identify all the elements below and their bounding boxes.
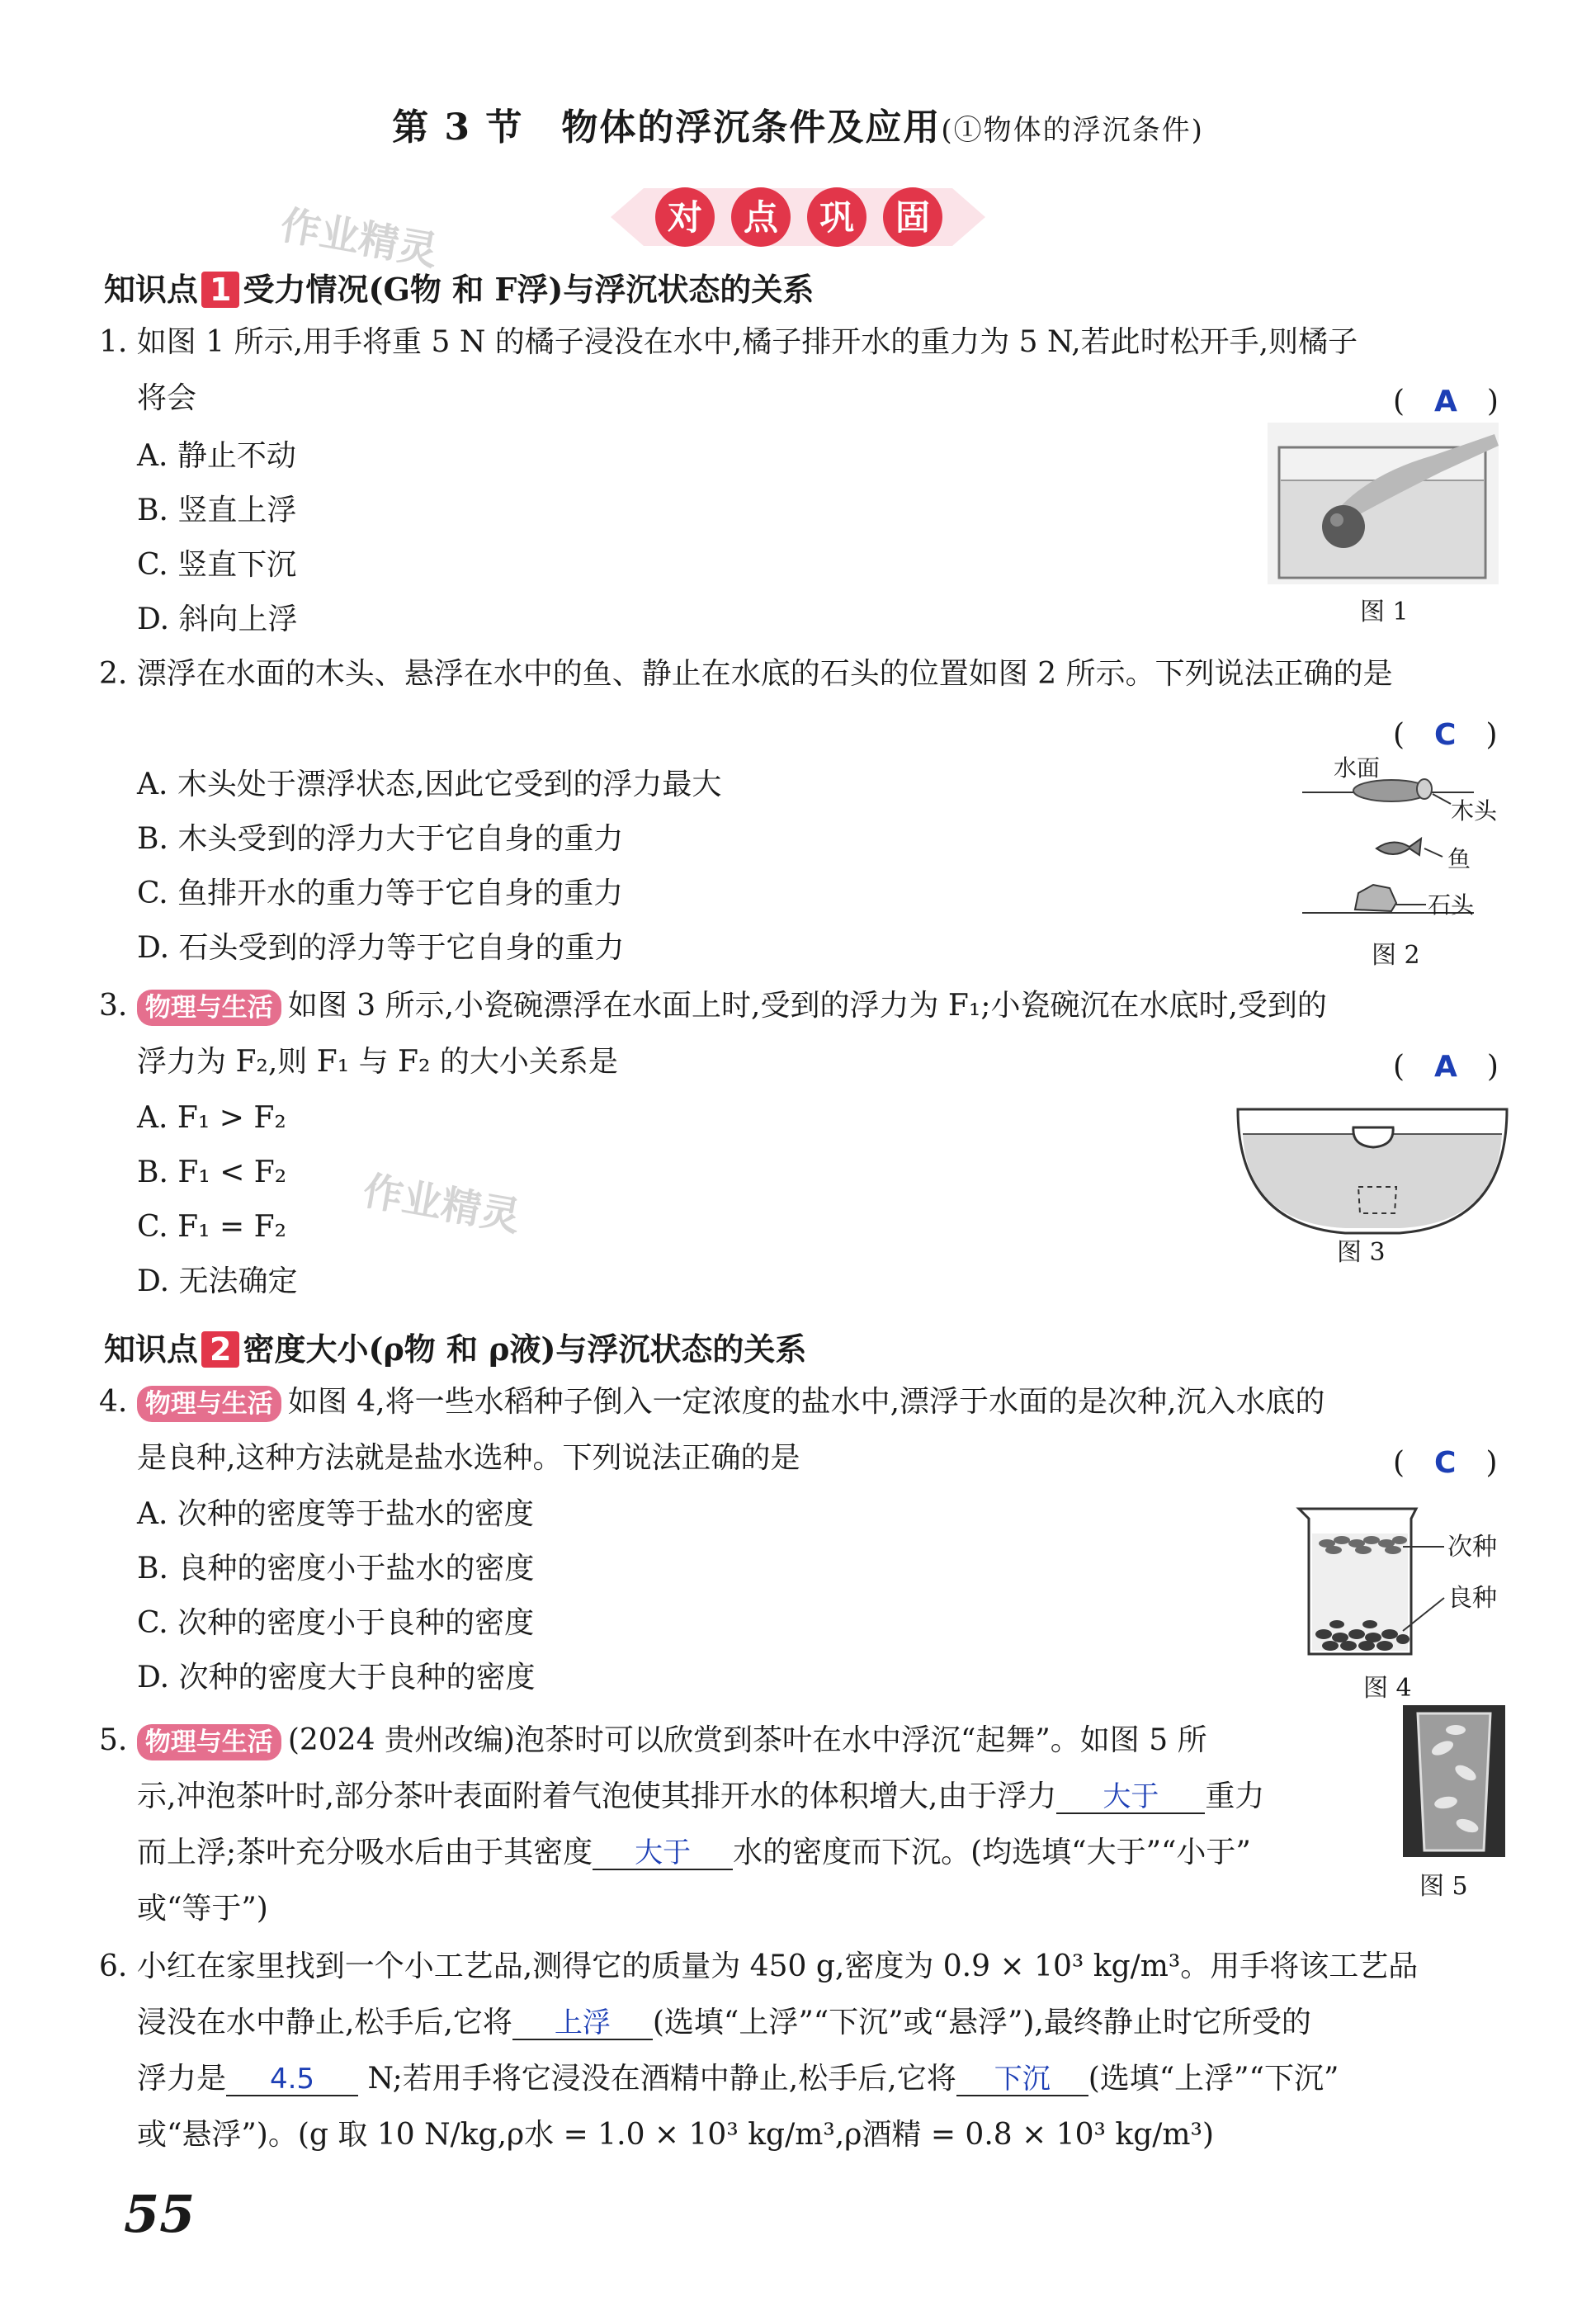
figure-5-tea-glass (1403, 1705, 1505, 1857)
q4-answer: C (1434, 1446, 1457, 1480)
q3-option-c: C. F₁ = F₂ (137, 1210, 287, 1244)
q6-blank-1: 上浮 (512, 2008, 653, 2040)
q1-option-b: B. 竖直上浮 (137, 494, 297, 527)
figure-2-water-objects (1301, 743, 1507, 934)
q6-line2: 浸没在水中静止,松手后,它将 上浮 (选填“上浮”“下沉”或“悬浮”),最终静止时它所受的 (137, 2006, 1311, 2039)
figure-5-caption: 图 5 (1419, 1872, 1468, 1901)
q3-option-b: B. F₁ < F₂ (137, 1156, 287, 1189)
q4-answer-bracket: ( C ) (1393, 1446, 1498, 1480)
tag-physics-life: 物理与生活 (137, 1386, 281, 1422)
q5-line1: 5. 物理与生活 (2024 贵州改编)泡茶时可以欣赏到茶叶在水中浮沉“起舞”。如图 5 所 (99, 1722, 1207, 1760)
fish (1376, 839, 1421, 855)
knowledge-point-2: 知识点 2 密度大小(ρ物 和 ρ液)与浮沉状态的关系 (104, 1330, 807, 1368)
q3-line2: 浮力为 F₂,则 F₁ 与 F₂ 的大小关系是 (137, 1045, 618, 1079)
q6-line1: 6. 小红在家里找到一个小工艺品,测得它的质量为 450 g,密度为 0.9 × 10³ kg/m³。用手将该工艺品 (99, 1949, 1419, 1983)
q3-answer: A (1434, 1050, 1457, 1084)
tag-physics-life: 物理与生活 (137, 990, 281, 1026)
figure-1-orange-in-water (1268, 423, 1499, 584)
q2-answer: C (1434, 718, 1457, 752)
figure-3-caption: 图 3 (1337, 1238, 1386, 1267)
ribbon-char-2: 点 (743, 197, 779, 238)
q6-line4: 或“悬浮”)。(g 取 10 N/kg,ρ水 = 1.0 × 10³ kg/m³,ρ酒精 = 0.8 × 10³ kg/m³) (137, 2118, 1215, 2152)
ribbon-char-4: 固 (895, 197, 931, 238)
figure-4-caption: 图 4 (1363, 1674, 1412, 1703)
q5-blank-1: 大于 (1056, 1782, 1205, 1814)
label-inferior-seed: 次种 (1447, 1533, 1497, 1562)
figure-4-beaker-seeds (1287, 1500, 1510, 1666)
q6-line3: 浮力是 4.5 N;若用手将它浸没在酒精中静止,松手后,它将 下沉 (选填“上浮”“下沉” (137, 2062, 1339, 2096)
q3-line1: 3. 物理与生活 如图 3 所示,小瓷碗漂浮在水面上时,受到的浮力为 F₁;小瓷碗沉在水底时,受到的 (99, 987, 1327, 1026)
q4-option-a: A. 次种的密度等于盐水的密度 (137, 1497, 534, 1531)
q2-line1: 2. 漂浮在水面的木头、悬浮在水中的鱼、静止在水底的石头的位置如图 2 所示。下列说法正确的是 (99, 657, 1393, 691)
figure-1-caption: 图 1 (1360, 598, 1409, 626)
q2-answer-bracket: ( C ) (1393, 718, 1498, 752)
stone (1355, 885, 1396, 911)
q5-line3: 而上浮;茶叶充分吸水后由于其密度 大于 水的密度而下沉。(均选填“大于”“小于” (137, 1836, 1251, 1869)
q3-option-a: A. F₁ > F₂ (137, 1101, 286, 1135)
label-stone: 石头 (1428, 891, 1475, 919)
q1-line1: 1. 如图 1 所示,用手将重 5 N 的橘子浸没在水中,橘子排开水的重力为 5 N,若此时松开手,则橘子 (99, 325, 1358, 359)
q4-option-d: D. 次种的密度大于良种的密度 (137, 1661, 536, 1694)
label-good-seed: 良种 (1447, 1584, 1497, 1613)
floating-small-bowl (1353, 1127, 1393, 1147)
section-ribbon (611, 180, 985, 254)
page-title (0, 97, 1596, 150)
q1-option-d: D. 斜向上浮 (137, 603, 298, 636)
q3-answer-bracket: ( A ) (1393, 1050, 1499, 1084)
q6-blank-3: 下沉 (956, 2064, 1088, 2096)
q2-option-d: D. 石头受到的浮力等于它自身的重力 (137, 931, 625, 965)
title-main: 第 3 节 物体的浮沉条件及应用 (392, 106, 942, 149)
q1-option-a: A. 静止不动 (137, 439, 296, 473)
watermark-1: 作业精灵 (276, 201, 441, 276)
figure-3-bowl (1235, 1101, 1510, 1238)
knowledge-point-1: 知识点 1 受力情况(G物 和 F浮)与浮沉状态的关系 (104, 271, 815, 308)
q1-answer: A (1434, 385, 1457, 418)
page-number: 55 (124, 2184, 196, 2244)
q4-option-c: C. 次种的密度小于良种的密度 (137, 1606, 535, 1640)
q5-line4: 或“等于”) (137, 1892, 268, 1926)
figure-2-caption: 图 2 (1372, 941, 1420, 970)
watermark-2: 作业精灵 (359, 1167, 524, 1241)
q3-option-d: D. 无法确定 (137, 1264, 298, 1298)
q6-blank-2: 4.5 (226, 2064, 358, 2096)
q2-option-b: B. 木头受到的浮力大于它自身的重力 (137, 822, 624, 856)
q4-line2: 是良种,这种方法就是盐水选种。下列说法正确的是 (137, 1441, 800, 1475)
q2-option-c: C. 鱼排开水的重力等于它自身的重力 (137, 877, 624, 910)
q1-answer-bracket: ( A ) (1393, 385, 1499, 418)
q4-option-b: B. 良种的密度小于盐水的密度 (137, 1552, 535, 1586)
label-fish: 鱼 (1447, 845, 1471, 872)
ribbon-char-1: 对 (667, 197, 703, 238)
q1-option-c: C. 竖直下沉 (137, 548, 297, 582)
title-sub: (①物体的浮沉条件) (941, 114, 1204, 147)
tag-physics-life: 物理与生活 (137, 1724, 281, 1760)
q5-line2: 示,冲泡茶叶时,部分茶叶表面附着气泡使其排开水的体积增大,由于浮力 大于 重力 (137, 1779, 1265, 1813)
label-wood: 木头 (1451, 797, 1498, 825)
q1-line2: 将会 (137, 381, 197, 415)
ribbon-char-3: 巩 (819, 197, 855, 238)
q2-option-a: A. 木头处于漂浮状态,因此它受到的浮力最大 (137, 768, 722, 801)
q5-blank-2: 大于 (593, 1838, 733, 1870)
label-water-surface: 水面 (1334, 754, 1381, 782)
q4-line1: 4. 物理与生活 如图 4,将一些水稻种子倒入一定浓度的盐水中,漂浮于水面的是次种,沉入水底的 (99, 1383, 1325, 1422)
